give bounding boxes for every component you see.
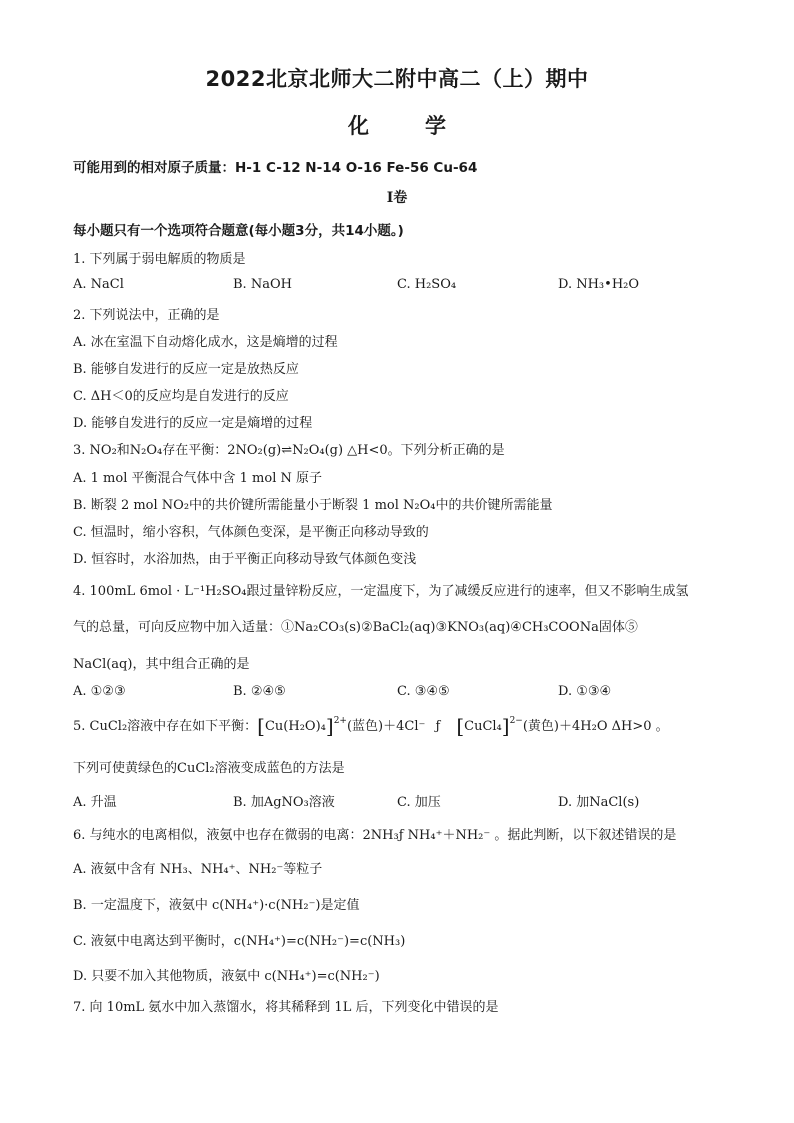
q5-complex-blue: Cu(H₂O)₄	[264, 719, 326, 734]
q5-stem-line2: 下列可使黄绿色的CuCl₂溶液变成蓝色的方法是	[73, 761, 345, 776]
q1-stem: 1. 下列属于弱电解质的物质是	[73, 252, 246, 267]
q5-option-b: B. 加AgNO₃溶液	[233, 795, 335, 810]
q6-option-d: D. 只要不加入其他物质，液氨中 c(NH₄⁺)=c(NH₂⁻)	[73, 969, 380, 984]
volume-label: I卷	[386, 190, 408, 206]
q6-option-a: A. 液氨中含有 NH₃、NH₄⁺、NH₂⁻等粒子	[73, 862, 323, 877]
q4-stem-line2: 气的总量，可向反应物中加入适量：①Na₂CO₃(s)②BaCl₂(aq)③KNO₃(aq)④CH₃COONa固体⑤	[73, 620, 638, 635]
q5-option-a: A. 升温	[73, 795, 117, 810]
q4-option-d: D. ①③④	[558, 684, 612, 699]
q5-option-c: C. 加压	[397, 795, 441, 810]
q2-option-b: B. 能够自发进行的反应一定是放热反应	[73, 362, 299, 377]
bracket-open-icon: [	[456, 714, 465, 738]
q6-option-b: B. 一定温度下，液氨中 c(NH₄⁺)·c(NH₂⁻)是定值	[73, 898, 360, 913]
q4-stem-line3: NaCl(aq)，其中组合正确的是	[73, 657, 250, 672]
instructions: 每小题只有一个选项符合题意(每小题3分，共14小题。)	[73, 223, 404, 239]
q2-option-d: D. 能够自发进行的反应一定是熵增的过程	[73, 416, 313, 431]
q6-option-c: C. 液氨中电离达到平衡时，c(NH₄⁺)=c(NH₂⁻)=c(NH₃)	[73, 934, 406, 949]
q1-option-b: B. NaOH	[233, 277, 292, 292]
q5-eq-post: (黄色)＋4H₂O ΔH>0 。	[522, 719, 669, 734]
bracket-open-icon: [	[257, 714, 265, 738]
q5-complex-yellow: CuCl₄	[464, 719, 502, 734]
q1-option-d: D. NH₃•H₂O	[558, 277, 640, 292]
exam-title: 2022北京北师大二附中高二（上）期中	[205, 67, 589, 91]
q4-option-a: A. ①②③	[73, 684, 126, 699]
q3-option-c: C. 恒温时，缩小容积，气体颜色变深，是平衡正向移动导致的	[73, 525, 429, 540]
q2-option-c: C. ΔH＜0的反应均是自发进行的反应	[73, 389, 289, 404]
q5-option-d: D. 加NaCl(s)	[558, 795, 640, 810]
subject-title	[0, 110, 794, 140]
q3-stem: 3. NO₂和N₂O₄存在平衡：2NO₂(g)⇌N₂O₄(g) △H<0。下列分析正确的是	[73, 443, 505, 458]
q4-option-c: C. ③④⑤	[397, 684, 450, 699]
atomic-masses: 可能用到的相对原子质量：H-1 C-12 N-14 O-16 Fe-56 Cu-64	[73, 160, 478, 176]
q5-stem	[73, 714, 669, 738]
subject-char-2: 学	[425, 114, 446, 138]
q4-option-b: B. ②④⑤	[233, 684, 286, 699]
q5-charge-blue: 2+	[333, 716, 347, 726]
q5-stem-pre: 5. CuCl₂溶液中存在如下平衡：	[73, 719, 258, 734]
q3-option-a: A. 1 mol 平衡混合气体中含 1 mol N 原子	[73, 471, 322, 486]
q5-equilibrium-arrow: ƒ	[435, 719, 441, 734]
q5-eq-mid: (蓝色)＋4Cl⁻	[346, 719, 426, 734]
q5-charge-yellow: 2−	[509, 716, 523, 726]
bracket-close-icon: ]	[501, 714, 510, 738]
bracket-close-icon: ]	[325, 714, 334, 738]
q2-stem: 2. 下列说法中，正确的是	[73, 308, 220, 323]
q7-stem: 7. 向 10mL 氨水中加入蒸馏水，将其稀释到 1L 后，下列变化中错误的是	[73, 1000, 499, 1015]
q1-option-a: A. NaCl	[73, 277, 124, 292]
subject-char-1: 化	[348, 114, 369, 138]
q3-option-b: B. 断裂 2 mol NO₂中的共价键所需能量小于断裂 1 mol N₂O₄中的共价键所需能量	[73, 498, 553, 513]
q4-stem-line1: 4. 100mL 6mol · L⁻¹H₂SO₄跟过量锌粉反应，一定温度下，为了减缓反应进行的速率，但又不影响生成氢	[73, 584, 689, 599]
q2-option-a: A. 冰在室温下自动熔化成水，这是熵增的过程	[73, 335, 338, 350]
q1-option-c: C. H₂SO₄	[397, 277, 457, 292]
q3-option-d: D. 恒容时，水浴加热，由于平衡正向移动导致气体颜色变浅	[73, 552, 417, 567]
q6-stem: 6. 与纯水的电离相似，液氨中也存在微弱的电离：2NH₃ƒ NH₄⁺＋NH₂⁻ 。据此判断，以下叙述错误的是	[73, 828, 677, 843]
